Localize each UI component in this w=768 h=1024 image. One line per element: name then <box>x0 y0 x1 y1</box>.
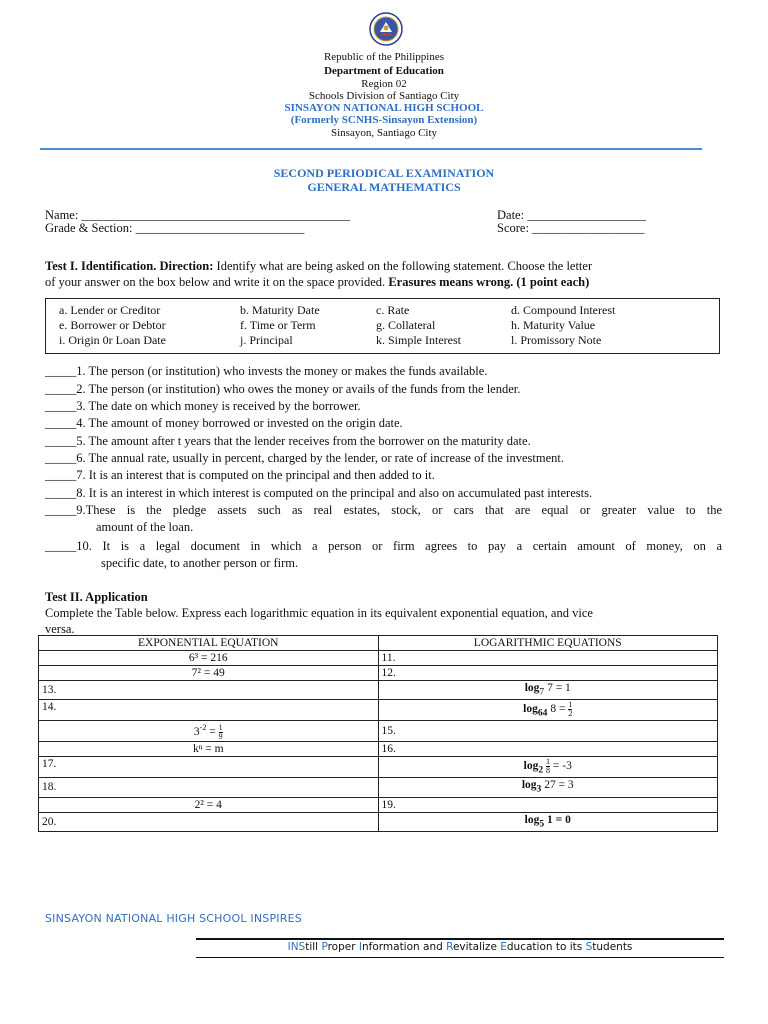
test1-direction-line1 <box>45 258 592 274</box>
score-field[interactable]: Score: __________________ <box>497 221 645 235</box>
exp-power: -2 <box>199 723 207 733</box>
deped-seal-icon <box>369 12 403 46</box>
test2-instruction2: versa. <box>45 622 75 636</box>
exp-cell: 7² = 49 <box>39 666 379 681</box>
fraction <box>568 701 572 718</box>
fraction-num: 1 <box>218 723 223 733</box>
acronym-part: I <box>358 941 362 953</box>
footer-acronym <box>196 941 724 953</box>
table-header-row <box>39 636 718 651</box>
log-answer-cell[interactable]: 19. <box>378 797 718 812</box>
test2-instruction1: Complete the Table below. Express each logarithmic equation in its equivalent exponential equation, and vice <box>45 606 593 620</box>
fraction-den: 9 <box>218 732 223 742</box>
choice-h: h. Maturity Value <box>511 318 596 332</box>
log-answer-cell[interactable]: 11. <box>378 651 718 666</box>
choice-b: b. Maturity Date <box>240 303 320 317</box>
header-division: Schools Division of Santiago City <box>308 90 460 102</box>
question-5[interactable]: _____5. The amount after t years that the lender receives from the borrower on the maturity date. <box>45 434 531 448</box>
log-base: 3 <box>536 783 542 795</box>
log-base: 64 <box>537 707 548 719</box>
log-rest: 1 = 0 <box>544 813 571 826</box>
question-3[interactable]: _____3. The date on which money is received by the borrower. <box>45 399 361 413</box>
footer-divider-bottom <box>196 957 724 958</box>
acronym-part: P <box>321 941 328 953</box>
acronym-part: S <box>585 941 593 953</box>
choice-l: l. Promissory Note <box>511 333 602 347</box>
table-row <box>39 700 718 721</box>
fraction-num: 1 <box>546 756 551 766</box>
question-9-cont: amount of the loan. <box>96 520 194 534</box>
log-answer-cell[interactable]: 15. <box>378 721 718 742</box>
log-answer-cell[interactable]: 16. <box>378 742 718 757</box>
header-divider <box>40 148 702 150</box>
acronym-part: R <box>446 941 453 953</box>
log-cell <box>378 681 718 700</box>
header-school: SINSAYON NATIONAL HIGH SCHOOL <box>284 102 484 114</box>
acronym-part: evitalize <box>452 941 501 953</box>
log-rest: 27 = 3 <box>541 779 574 792</box>
table-row <box>39 651 718 666</box>
log-cell <box>378 778 718 797</box>
choice-a: a. Lender or Creditor <box>59 303 161 317</box>
test1-emphasis: Erasures means wrong. (1 point each) <box>388 275 590 289</box>
log-base: 5 <box>539 817 545 829</box>
question-7[interactable]: _____7. It is an interest that is computed on the principal and then added to it. <box>45 468 435 482</box>
question-1[interactable]: _____1. The person (or institution) who invests the money or makes the funds available. <box>45 364 488 378</box>
exp-answer-cell[interactable]: 20. <box>39 812 379 831</box>
log-mid: 8 = <box>547 702 569 715</box>
name-field[interactable]: Name: ___________________________________________ <box>45 208 351 222</box>
log-word: log <box>521 779 537 792</box>
test1-direction-line2 <box>45 274 589 290</box>
exp-eq: = <box>206 726 219 739</box>
table-row <box>39 757 718 778</box>
header-department: Department of Education <box>324 65 444 77</box>
exam-subject: GENERAL MATHEMATICS <box>307 180 461 194</box>
question-10[interactable]: _____10. It is a legal document in which a person or firm agrees to pay a certain amount of money, on a <box>45 539 722 553</box>
footer-motto: SINSAYON NATIONAL HIGH SCHOOL INSPIRES <box>45 912 302 925</box>
exp-answer-cell[interactable]: 18. <box>39 778 379 797</box>
header-republic: Republic of the Philippines <box>323 51 445 63</box>
exp-answer-cell[interactable]: 17. <box>39 757 379 778</box>
exp-answer-cell[interactable]: 14. <box>39 700 379 721</box>
table-row <box>39 778 718 797</box>
log-base: 7 <box>539 686 545 698</box>
fraction-den: 2 <box>568 708 573 718</box>
log-cell <box>378 812 718 831</box>
choices-box <box>45 298 720 354</box>
question-9[interactable]: _____9.These is the pledge assets such as real estates, stock, or cars that are equal or greater value to the <box>45 503 722 517</box>
table-row <box>39 721 718 742</box>
log-base: 2 <box>538 764 544 776</box>
question-8[interactable]: _____8. It is an interest in which interest is computed on the principal and also on accumulated past interests. <box>45 486 593 500</box>
acronym-part: tudents <box>592 941 633 953</box>
log-word: log <box>524 813 540 826</box>
log-word: log <box>523 759 539 772</box>
exp-cell <box>39 721 379 742</box>
log-word: log <box>524 682 540 694</box>
choice-i: i. Origin 0r Loan Date <box>59 333 166 347</box>
table-row <box>39 797 718 812</box>
log-cell <box>378 700 718 721</box>
question-4[interactable]: _____4. The amount of money borrowed or invested on the origin date. <box>45 416 403 430</box>
exp-base: 3 <box>193 726 200 739</box>
log-rest: = -3 <box>550 759 572 772</box>
table-row <box>39 742 718 757</box>
test1-direction-text2: of your answer on the box below and write it on the space provided. <box>45 275 386 289</box>
acronym-part: roper <box>327 941 359 953</box>
header-formerly: (Formerly SCNHS-Sinsayon Extension) <box>290 114 478 126</box>
log-rest: 7 = 1 <box>544 682 571 694</box>
header-region: Region 02 <box>361 78 407 90</box>
choice-g: g. Collateral <box>376 318 436 332</box>
exp-cell: 6³ = 216 <box>39 651 379 666</box>
acronym-part: INS <box>287 941 306 953</box>
question-2[interactable]: _____2. The person (or institution) who owes the money or avails of the funds from the lender. <box>45 382 521 396</box>
header-address: Sinsayon, Santiago City <box>330 127 438 139</box>
acronym-part: E <box>500 941 507 953</box>
date-field[interactable]: Date: ___________________ <box>497 208 646 222</box>
test2-heading: Test II. Application <box>45 590 148 604</box>
col-logarithmic-header: LOGARITHMIC EQUATIONS <box>378 636 718 651</box>
fraction-den: 8 <box>546 765 551 775</box>
grade-section-field[interactable]: Grade & Section: ___________________________ <box>45 221 305 235</box>
log-answer-cell[interactable]: 12. <box>378 666 718 681</box>
exp-answer-cell[interactable]: 13. <box>39 681 379 700</box>
test1-heading: Test I. Identification. Direction: <box>45 259 214 273</box>
question-6[interactable]: _____6. The annual rate, usually in percent, charged by the lender, or rate of increase of the investment. <box>45 451 564 465</box>
col-exponential-header: EXPONENTIAL EQUATION <box>39 636 379 651</box>
choice-c: c. Rate <box>376 303 410 317</box>
question-10-cont: specific date, to another person or firm. <box>101 556 299 570</box>
acronym-part: ducation to its <box>506 941 586 953</box>
test1-direction-text1: Identify what are being asked on the following statement. Choose the letter <box>216 259 593 273</box>
choice-d: d. Compound Interest <box>511 303 616 317</box>
acronym-part: nformation and <box>362 941 447 953</box>
log-cell <box>378 757 718 778</box>
exp-cell: 2² = 4 <box>39 797 379 812</box>
exam-title: SECOND PERIODICAL EXAMINATION <box>273 166 495 180</box>
log-word: log <box>523 702 538 715</box>
table-row <box>39 666 718 681</box>
acronym-part: till <box>305 941 322 953</box>
choice-f: f. Time or Term <box>240 318 316 332</box>
choice-k: k. Simple Interest <box>376 333 461 347</box>
table-row <box>39 812 718 831</box>
application-table <box>38 635 718 832</box>
exp-cell: kⁿ = m <box>39 742 379 757</box>
fraction <box>219 724 223 741</box>
footer-divider-top <box>196 938 724 940</box>
choice-e: e. Borrower or Debtor <box>59 318 166 332</box>
fraction-num: 1 <box>568 699 573 709</box>
table-row <box>39 681 718 700</box>
choice-j: j. Principal <box>240 333 293 347</box>
